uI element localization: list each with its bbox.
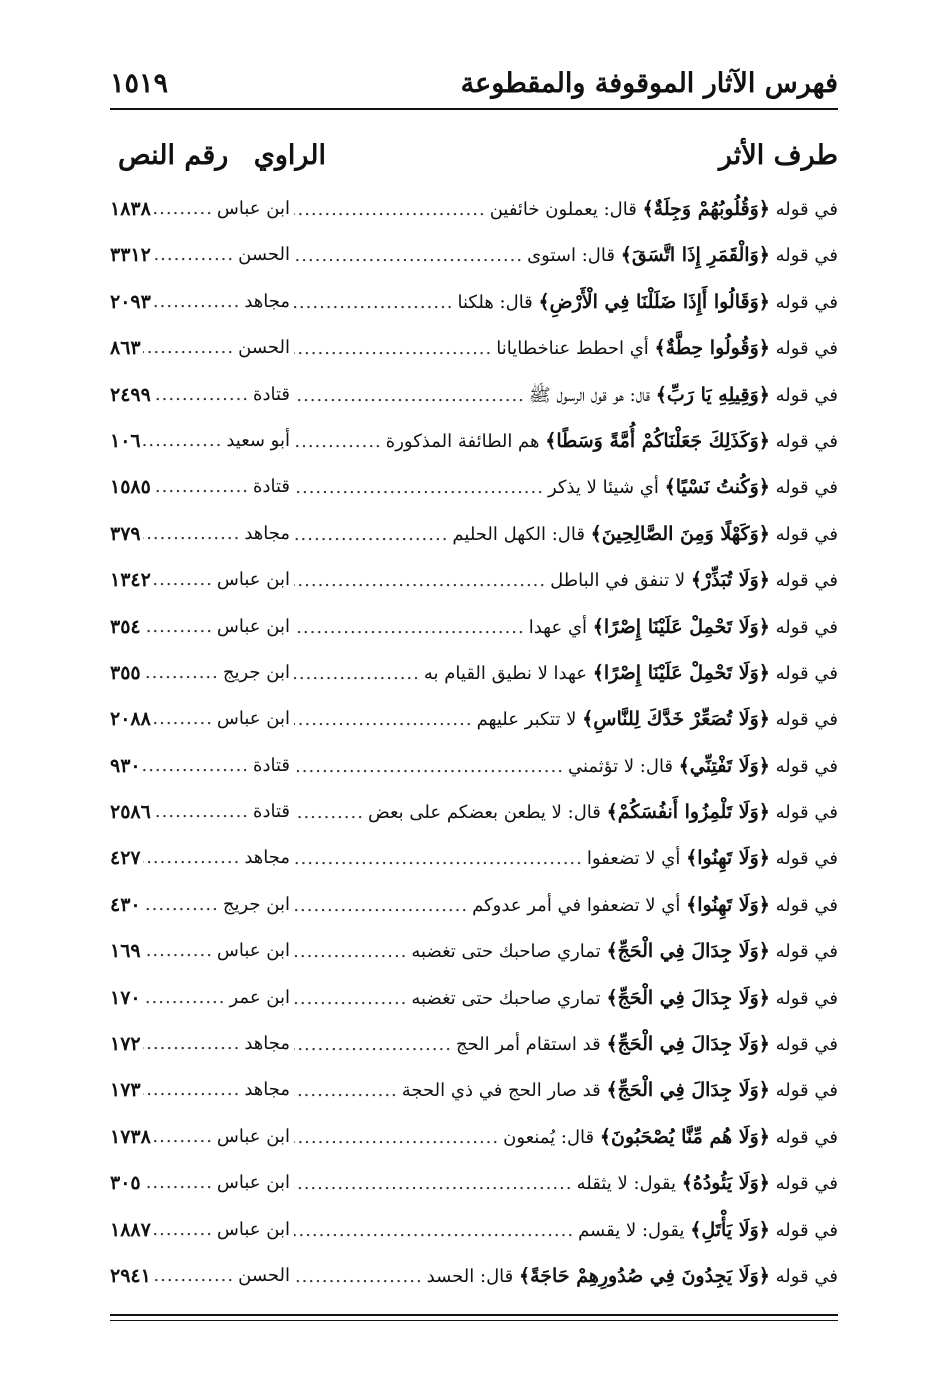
text-number: ١٨٣٨	[110, 186, 153, 232]
quran-verse: ﴿وَلَا جِدَالَ فِي الْحَجِّ﴾	[606, 1033, 770, 1056]
leader-dots	[294, 929, 407, 975]
quran-verse: ﴿وَقُولُوا حِطَّةٌ﴾	[654, 337, 770, 360]
text-number: ١٧٠	[110, 975, 143, 1021]
list-item	[110, 511, 838, 557]
athar-prefix: في قوله	[775, 523, 838, 545]
athar-prefix: في قوله	[775, 477, 838, 499]
athar-prefix: في قوله	[775, 1173, 838, 1195]
leader-dots	[294, 1068, 398, 1114]
athar-text: يقول: لا يثقله	[576, 1173, 676, 1195]
column-headers	[110, 140, 838, 180]
list-item	[110, 696, 838, 742]
athar-cell	[290, 1207, 838, 1254]
text-number: ٢٠٩٣	[110, 279, 153, 325]
text-number: ٣٥٥	[110, 650, 143, 696]
leader-dots	[294, 558, 546, 604]
text-number: ١٧٢	[110, 1021, 143, 1067]
list-item	[110, 928, 838, 974]
narrator: مجاهد	[244, 522, 290, 544]
leader-dots	[294, 697, 473, 743]
quran-verse: ﴿وَلَا تَفْتِنِّي﴾	[678, 754, 770, 777]
narrator: قتادة	[253, 754, 290, 776]
leader-dots	[294, 233, 523, 279]
list-item	[110, 325, 838, 371]
athar-cell	[290, 279, 838, 326]
quran-verse: ﴿وَلَا تَلْمِزُوا أَنفُسَكُمْ﴾	[606, 801, 770, 824]
list-item	[110, 418, 838, 464]
narrator: ابن جريج	[222, 893, 290, 915]
athar-cell	[290, 1114, 838, 1161]
narrator: ابن عمر	[229, 986, 290, 1008]
narrator: أبو سعيد	[226, 429, 290, 451]
text-number: ١٥٨٥	[110, 464, 153, 510]
text-number: ٢٥٨٦	[110, 789, 153, 835]
leader-dots	[294, 790, 364, 836]
narrator: مجاهد	[244, 1079, 290, 1101]
athar-prefix: في قوله	[775, 616, 838, 638]
quran-verse: ﴿وَقِيلِهِ يَا رَبِّ﴾	[655, 383, 770, 406]
list-item	[110, 1067, 838, 1113]
quran-verse: ﴿وَلَا يَئُودُهُ﴾	[681, 1172, 770, 1195]
list-item	[110, 604, 838, 650]
athar-text: عهدا لا نطيق القيام به	[423, 662, 588, 684]
athar-text: قد صار الحج في ذي الحجة	[401, 1080, 601, 1102]
narrator: الحسن	[238, 1264, 290, 1286]
athar-cell	[290, 650, 838, 697]
text-number: ٣٧٩	[110, 511, 143, 557]
narrator: ابن عباس	[216, 1172, 290, 1194]
leader-dots	[294, 326, 492, 372]
quran-verse: ﴿وَكَهْلًا وَمِنَ الصَّالِحِينَ﴾	[590, 522, 770, 545]
narrator: ابن عباس	[216, 615, 290, 637]
athar-prefix: في قوله	[775, 1265, 838, 1287]
leader-dots	[294, 976, 407, 1022]
leader-dots	[294, 512, 448, 558]
quran-verse: ﴿وَكُنتُ نَسْيًا﴾	[664, 476, 770, 499]
athar-prefix: في قوله	[775, 894, 838, 916]
athar-text: قال: هو قول الرسول ﷺ	[528, 384, 651, 406]
athar-prefix: في قوله	[775, 1080, 838, 1102]
index-page	[110, 60, 838, 1340]
list-item	[110, 279, 838, 325]
page-header	[110, 68, 838, 108]
athar-cell	[290, 1021, 838, 1068]
quran-verse: ﴿وَلَا جِدَالَ فِي الْحَجِّ﴾	[606, 1079, 770, 1102]
athar-text: أي احطط عناخطايانا	[496, 338, 649, 360]
text-number: ٨٦٣	[110, 325, 143, 371]
narrator: ابن عباس	[216, 940, 290, 962]
athar-prefix: في قوله	[775, 1219, 838, 1241]
athar-text: قال: لا يطعن بعضكم على بعض	[367, 802, 601, 824]
list-item	[110, 557, 838, 603]
quran-verse: ﴿وَلَا هُم مِّنَّا يُصْحَبُونَ﴾	[599, 1125, 770, 1148]
narrator: ابن عباس	[216, 198, 290, 219]
leader-dots	[294, 419, 382, 465]
list-item	[110, 186, 838, 232]
athar-cell	[290, 743, 838, 790]
text-number: ١٠٦	[110, 418, 143, 464]
quran-verse: ﴿وَلَا تَحْمِلْ عَلَيْنَا إِصْرًا﴾	[592, 615, 770, 638]
list-item	[110, 882, 838, 928]
athar-cell	[290, 604, 838, 651]
quran-verse: ﴿وَلَا جِدَالَ فِي الْحَجِّ﴾	[606, 940, 770, 963]
text-number: ١٨٨٧	[110, 1207, 153, 1253]
narrator: قتادة	[253, 476, 290, 498]
athar-prefix: في قوله	[775, 199, 838, 220]
text-number: ١٧٣٨	[110, 1114, 153, 1160]
leader-dots	[294, 744, 564, 790]
athar-cell	[290, 975, 838, 1022]
athar-text: قد استقام أمر الحج	[455, 1034, 601, 1056]
list-item	[110, 1021, 838, 1067]
athar-text: أي عهدا	[528, 616, 588, 638]
athar-text: هم الطائفة المذكورة	[385, 430, 540, 452]
narrator: الحسن	[238, 244, 290, 266]
list-item	[110, 1114, 838, 1160]
athar-cell	[290, 418, 838, 465]
athar-text: قال: الكهل الحليم	[452, 523, 585, 545]
leader-dots	[294, 883, 468, 929]
text-number: ١٧٣	[110, 1067, 143, 1113]
athar-prefix: في قوله	[775, 802, 838, 824]
quran-verse: ﴿وَقَالُوا أَإِذَا ضَلَلْنَا فِي الْأَرْضِ﴾	[538, 290, 770, 313]
footer-rule	[110, 1314, 838, 1316]
column-header-athar: طرف الأثر	[718, 140, 838, 171]
text-number: ٢٤٩٩	[110, 372, 153, 418]
athar-text: قال: الحسد	[426, 1265, 514, 1287]
athar-prefix: في قوله	[775, 709, 838, 731]
athar-prefix: في قوله	[775, 848, 838, 870]
athar-cell	[290, 1253, 838, 1300]
quran-verse: ﴿وَلَا تُصَعِّرْ خَدَّكَ لِلنَّاسِ﴾	[582, 708, 770, 731]
text-number: ٣٣١٢	[110, 232, 153, 278]
text-number: ١٣٤٢	[110, 557, 153, 603]
athar-cell	[290, 835, 838, 882]
quran-verse: ﴿وَلَا يَأْتَلِ﴾	[690, 1218, 770, 1241]
column-header-number: رقم النص	[118, 140, 229, 171]
athar-cell	[290, 511, 838, 558]
quran-verse: ﴿وَلَا تَهِنُوا﴾	[686, 847, 770, 870]
narrator: مجاهد	[244, 1033, 290, 1055]
athar-prefix: في قوله	[775, 338, 838, 360]
list-item	[110, 835, 838, 881]
narrator: الحسن	[238, 337, 290, 359]
leader-dots	[294, 280, 454, 326]
text-number: ١٦٩	[110, 928, 143, 974]
leader-dots	[294, 605, 525, 651]
list-item	[110, 1160, 838, 1206]
text-number: ٢٩٤١	[110, 1253, 153, 1299]
narrator: قتادة	[253, 801, 290, 823]
quran-verse: ﴿وَلَا تَهِنُوا﴾	[686, 893, 770, 916]
narrator: ابن جريج	[222, 661, 290, 683]
athar-prefix: في قوله	[775, 755, 838, 777]
athar-text: أي لا تضعفوا في أمر عدوكم	[472, 894, 681, 916]
quran-verse: ﴿وَقُلُوبُهُمْ وَجِلَةٌ﴾	[642, 198, 770, 220]
leader-dots	[294, 651, 420, 697]
athar-cell	[290, 789, 838, 836]
athar-cell	[290, 928, 838, 975]
athar-text: قال: يُمنعون	[503, 1126, 595, 1148]
athar-cell	[290, 186, 838, 233]
quran-verse: ﴿وَلَا تَحْمِلْ عَلَيْنَا إِصْرًا﴾	[592, 661, 770, 684]
athar-text: لا تنفق في الباطل	[550, 570, 686, 592]
quran-verse: ﴿وَكَذَلِكَ جَعَلْنَاكُمْ أُمَّةً وَسَطًا﴾	[545, 429, 770, 452]
quran-verse: ﴿وَلَا جِدَالَ فِي الْحَجِّ﴾	[606, 986, 770, 1009]
athar-text: قال: لا تؤثمني	[567, 755, 674, 777]
narrator: ابن عباس	[216, 1218, 290, 1240]
column-header-narrator: الراوي	[253, 140, 326, 171]
quran-verse: ﴿وَلَا تُبَذِّرْ﴾	[690, 569, 770, 592]
athar-cell	[290, 882, 838, 929]
athar-text: قال: استوى	[527, 245, 615, 267]
leader-dots	[294, 187, 486, 233]
athar-cell	[290, 325, 838, 372]
index-list	[110, 186, 838, 1299]
athar-prefix: في قوله	[775, 662, 838, 684]
list-item	[110, 743, 838, 789]
list-item	[110, 464, 838, 510]
leader-dots	[294, 1115, 499, 1161]
athar-prefix: في قوله	[775, 384, 838, 406]
quran-verse: ﴿وَلَا يَجِدُونَ فِي صُدُورِهِمْ حَاجَةً﴾	[518, 1264, 770, 1287]
athar-cell	[290, 372, 838, 419]
narrator: ابن عباس	[216, 569, 290, 591]
text-number: ٣٠٥	[110, 1160, 143, 1206]
text-number: ٤٢٧	[110, 835, 143, 881]
leader-dots	[294, 1022, 452, 1068]
page-number: ١٥١٩	[110, 68, 169, 99]
athar-prefix: في قوله	[775, 941, 838, 963]
athar-cell	[290, 1067, 838, 1114]
athar-text: لا تتكبر عليهم	[476, 709, 577, 731]
athar-text: تماري صاحبك حتى تغضبه	[411, 987, 601, 1009]
list-item	[110, 232, 838, 278]
athar-text: تماري صاحبك حتى تغضبه	[411, 941, 601, 963]
list-item	[110, 975, 838, 1021]
leader-dots	[294, 836, 583, 882]
leader-dots	[294, 373, 525, 419]
leader-dots	[294, 1254, 423, 1300]
athar-prefix: في قوله	[775, 430, 838, 452]
athar-prefix: في قوله	[775, 1126, 838, 1148]
athar-text: أي لا تضعفوا	[586, 848, 681, 870]
athar-prefix: في قوله	[775, 987, 838, 1009]
leader-dots	[294, 465, 544, 511]
header-rule	[110, 108, 838, 110]
text-number: ٩٣٠	[110, 743, 143, 789]
text-number: ٤٣٠	[110, 882, 143, 928]
athar-cell	[290, 557, 838, 604]
text-number: ٢٠٨٨	[110, 696, 153, 742]
quran-verse: ﴿وَالْقَمَرِ إِذَا اتَّسَقَ﴾	[620, 244, 770, 267]
list-item	[110, 1253, 838, 1299]
athar-prefix: في قوله	[775, 570, 838, 592]
list-item	[110, 789, 838, 835]
athar-prefix: في قوله	[775, 245, 838, 267]
athar-text: أي شيئا لا يذكر	[547, 477, 659, 499]
athar-cell	[290, 696, 838, 743]
athar-prefix: في قوله	[775, 1034, 838, 1056]
athar-cell	[290, 232, 838, 279]
list-item	[110, 1207, 838, 1253]
footer-rule-thin	[110, 1320, 838, 1321]
leader-dots	[294, 1161, 573, 1207]
athar-cell	[290, 464, 838, 511]
athar-prefix: في قوله	[775, 291, 838, 313]
narrator: ابن عباس	[216, 708, 290, 730]
athar-text: قال: يعملون خائفين	[489, 199, 637, 220]
narrator: ابن عباس	[216, 1125, 290, 1147]
list-item	[110, 372, 838, 418]
athar-cell	[290, 1160, 838, 1207]
athar-text: يقول: لا يقسم	[578, 1219, 685, 1241]
narrator: مجاهد	[244, 847, 290, 869]
list-item	[110, 650, 838, 696]
athar-text: قال: هلكنا	[457, 291, 533, 313]
leader-dots	[294, 1208, 574, 1254]
narrator: مجاهد	[244, 290, 290, 312]
text-number: ٣٥٤	[110, 604, 143, 650]
narrator: قتادة	[253, 383, 290, 405]
page-title: فهرس الآثار الموقوفة والمقطوعة	[460, 68, 838, 99]
